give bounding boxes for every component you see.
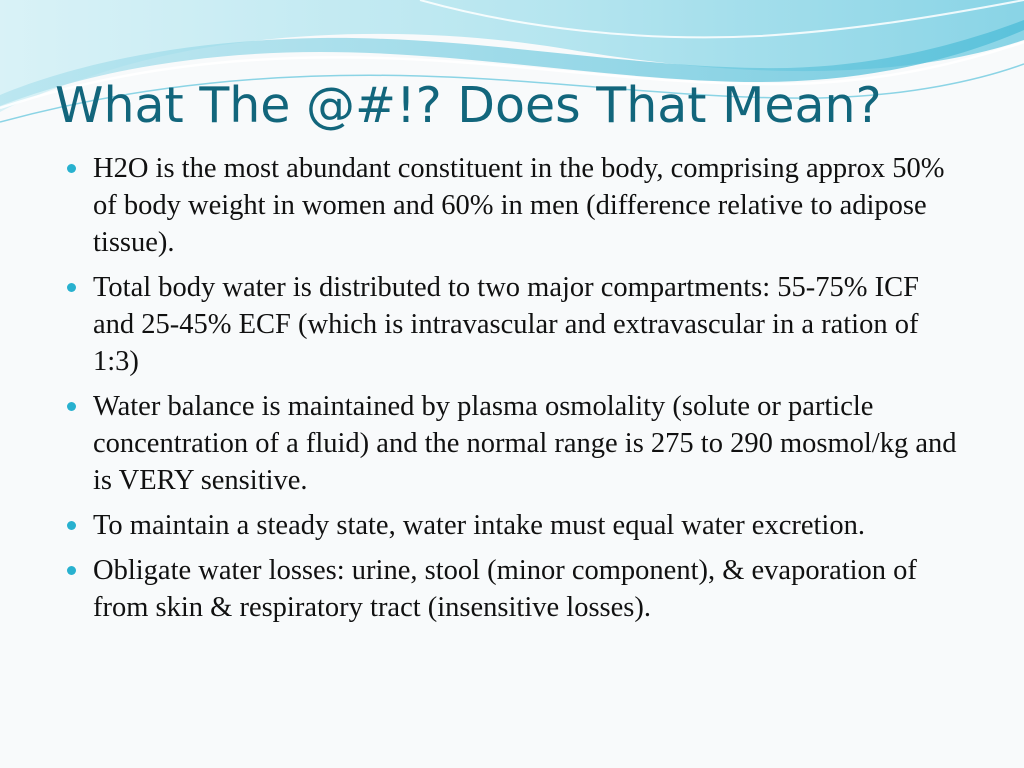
bullet-dot-icon xyxy=(67,521,76,530)
bullet-dot-icon xyxy=(67,566,76,575)
bullet-text: Water balance is maintained by plasma osmolality (solute or particle concentration of a fluid) and the normal range is 275 to 290 mosmol/kg and is VERY sensitive. xyxy=(93,391,957,496)
bullet-item xyxy=(60,269,960,380)
bullet-text: H2O is the most abundant constituent in the body, comprising approx 50% of body weight in women and 60% in men (difference relative to adipose tissue). xyxy=(93,153,945,258)
bullet-text: Obligate water losses: urine, stool (minor component), & evaporation of from skin & respiratory tract (insensitive losses). xyxy=(93,555,917,623)
slide-title: What The @#!? Does That Mean? xyxy=(55,77,882,134)
bullet-item xyxy=(60,150,960,261)
bullet-list xyxy=(60,150,960,634)
bullet-dot-icon xyxy=(67,402,76,411)
bullet-text: Total body water is distributed to two major compartments: 55-75% ICF and 25-45% ECF (which is intravascular and extravascular in a ration of 1:3) xyxy=(93,272,919,377)
bullet-item xyxy=(60,552,960,626)
bullet-dot-icon xyxy=(67,164,76,173)
bullet-item xyxy=(60,507,960,544)
bullet-dot-icon xyxy=(67,283,76,292)
bullet-item xyxy=(60,388,960,499)
bullet-text: To maintain a steady state, water intake must equal water excretion. xyxy=(93,510,865,541)
